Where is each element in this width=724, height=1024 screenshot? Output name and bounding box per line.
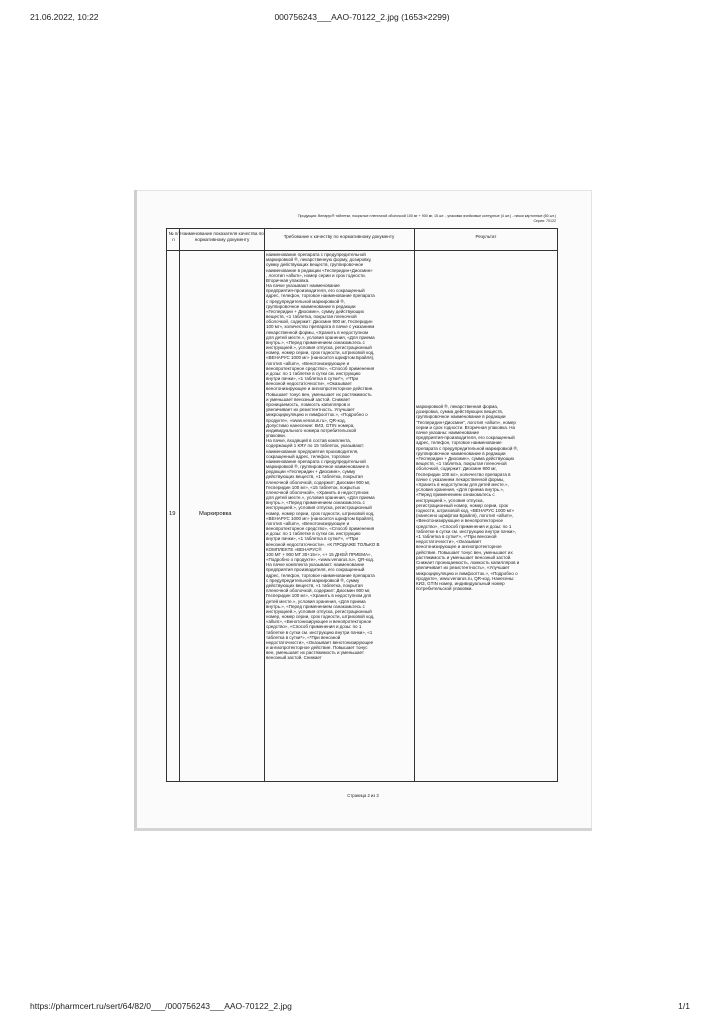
result-text: маркировкой ®, лекарственная форма, дозировка, сумма действующих веществ, группировочное наименование в редакции "Гесперидин+Диосмин", логотип «allum», номер серии и срок годности. Вторичная упаковка. На пачке указаны: наименование предприятия-производителя, его сокращенный адрес, телефон, торговое наименование препарата с предупредительной маркировкой ®, группировочное наименование в редакции «Гесперидин + Диосмин», сумма действующих веществ, «1 таблетка, покрытая пленочной оболочкой, содержит: Диосмин 900 мг, Гесперидин 100 мг», количество препарата в пачке с указанием лекарственной формы, «Хранить в недоступном для детей месте.», условия хранения, «Для приема внутрь.», «Перед применением ознакомьтесь с инструкцией.», условия отпуска, регистрационный номер, номер серии, срок годности, штриховой код, «ВЕНАРУС 1000 мг» (нанесено шрифтом Брайля), логотип «allum», «Венотонизирующее и венопротекторное средство», «Способ применения и дозы: по 1 таблетке в сутки см. инструкцию внутри пачки», «1 таблетка в сутки*», «*При венозной недостаточности», «Оказывает венотонизирующее и ангиопротекторное действие. Повышает тонус вен, уменьшает их растяжимость и уменьшает венозный застой. Снижает проницаемость, ломкость капилляров и увеличивает их резистентность», «Улучшает микроциркуляцию и лимфоотток.», «Подробно о продукте», www.venarus.ru, QR-код. Нанесены: КИЗ, GTIN номер, индивидуальный номер потребительской упаковки. [416, 404, 520, 592]
print-url: https://pharmcert.ru/sert/64/82/0___/000756243___AAO-70122_2.jpg [30, 1001, 292, 1011]
table-header-divider [167, 250, 557, 251]
page-number: Страница 2 из 3 [347, 793, 379, 798]
print-page-count: 1/1 [678, 1001, 690, 1011]
row-number: 19 [169, 511, 176, 517]
header-requirement: Требование к качеству по нормативному документу [283, 234, 395, 239]
table-divider [414, 229, 415, 781]
product-caption [230, 214, 556, 223]
table-divider [264, 229, 265, 781]
header-indicator: Наименование показателя качества по нормативному документу [180, 231, 264, 242]
row-indicator: Маркировка [199, 511, 232, 517]
scan-edge-shadow [134, 190, 137, 831]
browser-print-footer [0, 1001, 724, 1019]
header-result: Результат [475, 234, 497, 239]
requirement-text: наименование препарата с предупредительной маркировкой ®, лекарственную форму, дозировку, сумму действующих веществ, группировочное наименование в редакции «Гесперидин+Диосмин» , логотип «allum», номер серии и срок годности. Вторичная упаковка. На пачке указывают наименование предприятия-производителя, его сокращенный адрес, телефон, торговое наименование препарата с предупредительной маркировкой ®, группировочное наименование в редакции «Гесперидин + Диосмин», сумму действующих веществ, «1 таблетка, покрытая пленочной оболочкой, содержит: Диосмин 900 мг, Гесперидин 100 мг», количество препарата в пачке с указанием лекарственной формы, «Хранить в недоступном для детей месте.», условия хранения, «Для приема внутрь.», «Перед применением ознакомьтесь с инструкцией.», условия отпуска, регистрационный номер, номер серии, срок годности, штриховой код, «ВЕНАРУС 1000 мг» (наносится шрифтом Брайля), логотип «allum», «Венотонизирующее и венопротекторное средство», «Способ применения и дозы: по 1 таблетке в сутки см. инструкцию внутри пачки», «1 таблетка в сутки*», «*При венозной недостаточности», «Оказывает венотонизирующее и ангиопротекторное действие. Повышает тонус вен, уменьшает их растяжимость и уменьшает венозный застой. Снижает проницаемость, ломкость капилляров и увеличивает их резистентность. Улучшает микроциркуляцию и лимфоотток.», «Подробно о продукте», «www.venarus.ru», QR-код. Допустимо нанесение: КИЗ, GTIN номера, индивидуального номера потребительской упаковки. На пачке, входящей в состав комплекта, содержащей 1 КЯУ по 15 таблеток, указывают: наименование предприятия производителя, сокращенный адрес, телефон, торговое наименование препарата с предупредительной маркировкой ®, группировочное наименование в редакции «Гесперидин + Диосмин», сумму действующих веществ, «1 таблетка, покрытая пленочной оболочкой, содержит: Диосмин 900 мг, Гесперидин 100 мг», «15 таблеток, покрытых пленочной оболочкой», «Хранить в недоступном для детей месте.», условия хранения, «Для приема внутрь.», «Перед применением ознакомьтесь с инструкцией.», условия отпуска, регистрационный номер, номер серии, срок годности, штриховой код, «ВЕНАРУС 1000 мг» (наносится шрифтом Брайля), логотип «allum», «Венотонизирующее и венопротекторное средство», «Способ применения и дозы: по 1 таблетке в сутки см. инструкцию внутри пачки», «1 таблетка в сутки*», «*При венозной недостаточности», «К ПРОДАЖЕ ТОЛЬКО В КОМПЛЕКТЕ «ВЕНАРУС® 100 МГ + 900 МГ 30+15»», «+ 15 ДНЕЙ ПРИЕМА», «Подробно о продукте», «www.venarus.ru», QR-код. На пачке комплекта указывают: наименование предприятия производителя, его сокращенный адрес, телефон, торговое наименование препарата с предупредительной маркировкой ®, сумму действующих веществ, «1 таблетка, покрытая пленочной оболочкой, содержит: Диосмин 900 мг, Гесперидин 100 мг», «Хранить в недоступном для детей месте.», условия хранения, «Для приема внутрь.», «Перед применением ознакомьтесь с инструкцией.», условия отпуска, регистрационный номер, номер серии, срок годности, штриховой код, «allum», «Венотонизирующее и венопротекторное средство», «Способ применения и дозы: по 1 таблетке в сутки см. инструкцию внутри пачки», «1 таблетка в сутки*», «*При венозной недостаточности», «Оказывает венотонизирующее и ангиопротекторное действие. Повышает тонус вен, уменьшает их растяжимость и уменьшает венозный застой. Снижает [266, 252, 380, 661]
browser-print-header [0, 12, 724, 30]
scanned-document-page [134, 190, 592, 831]
print-file-title: 000756243___AAO-70122_2.jpg (1653×2299) [274, 12, 450, 22]
scan-edge-shadow-bottom [134, 828, 592, 831]
header-num: № п/п [168, 231, 179, 242]
print-datetime: 21.06.2022, 10:22 [30, 12, 99, 22]
product-line: Продукция: Венарус® таблетки, покрытые пленочной оболочкой 100 мг + 900 мг, 15 шт. - упаковки ячейковые контурные (4 шт.) - пачки картонные (60 шт.) [297, 214, 556, 218]
table-divider [179, 229, 180, 781]
series-line: Серия: 70122 [533, 218, 556, 223]
